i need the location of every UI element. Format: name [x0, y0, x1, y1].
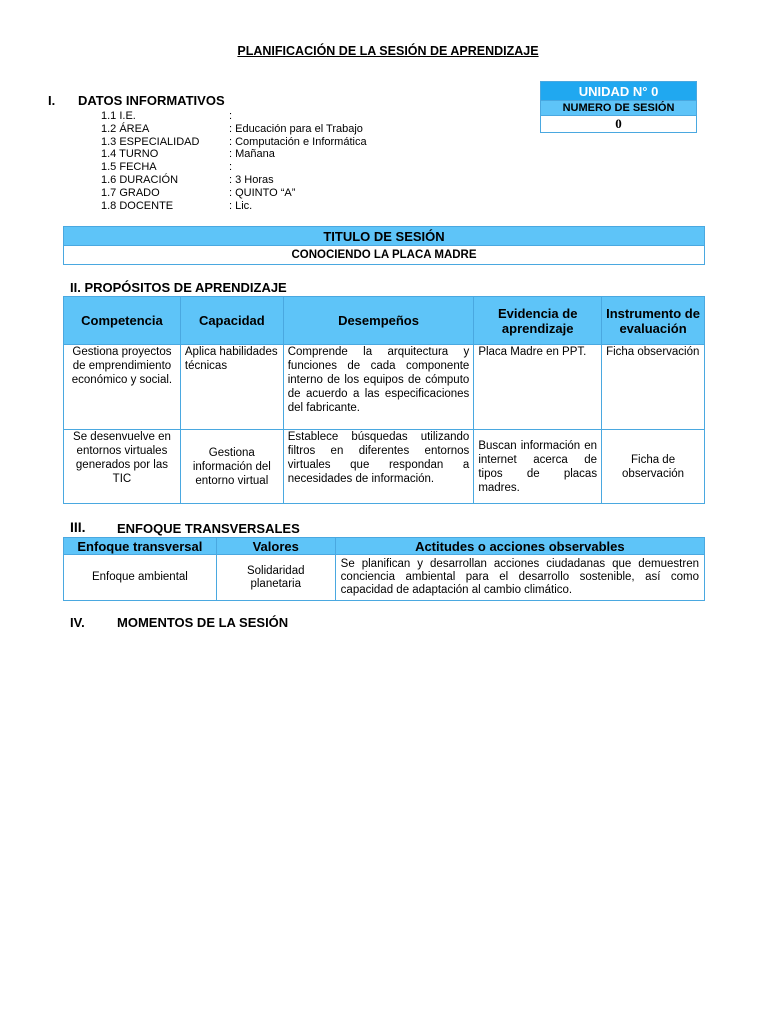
cell-evidencia: Buscan información en internet acerca de tipos de placas madres.: [474, 430, 602, 504]
section-1-heading: [48, 93, 225, 108]
cell-desempeno: Comprende la arquitectura y funciones de cada componente interno de los equipos de cómputo de acuerdo a las especificaciones del fabricante.: [283, 345, 474, 430]
section-1-title: DATOS INFORMATIVOS: [78, 93, 225, 108]
numero-sesion-label: NUMERO DE SESIÓN: [541, 101, 696, 116]
unidad-title: UNIDAD N° 0: [541, 82, 696, 101]
titulo-sesion-label: TITULO DE SESIÓN: [64, 227, 704, 246]
datos-informativos-list: [101, 110, 367, 212]
dato-key: 1.5 FECHA: [101, 161, 157, 174]
dato-row: [101, 148, 367, 161]
section-1-number: I.: [48, 93, 56, 108]
header-instrumento: Instrumento de evaluación: [602, 297, 705, 345]
cell-instrumento: Ficha de observación: [602, 430, 705, 504]
dato-value: :: [229, 161, 233, 174]
dato-key: 1.6 DURACIÓN: [101, 173, 179, 186]
dato-value: : Mañana: [229, 148, 275, 161]
cell-competencia: Gestiona proyectos de emprendimiento económico y social.: [64, 345, 181, 430]
dato-value: : Educación para el Trabajo: [229, 122, 363, 135]
dato-key: 1.4 TURNO: [101, 148, 159, 161]
header-enfoque: Enfoque transversal: [64, 538, 217, 555]
header-actitudes: Actitudes o acciones observables: [335, 538, 704, 555]
dato-key: 1.3 ESPECIALIDAD: [101, 135, 200, 148]
cell-actitudes: Se planifican y desarrollan acciones ciudadanas que demuestren conciencia ambiental para el desarrollo sostenible, así como capacidad de adaptación al cambio climático.: [335, 555, 704, 601]
cell-competencia: Se desenvuelve en entornos virtuales generados por las TIC: [64, 430, 181, 504]
cell-evidencia: Placa Madre en PPT.: [474, 345, 602, 430]
header-capacidad: Capacidad: [180, 297, 283, 345]
dato-key: 1.7 GRADO: [101, 186, 160, 199]
dato-row: [101, 174, 367, 187]
cell-valores: Solidaridad planetaria: [216, 555, 335, 601]
dato-value: : QUINTO “A”: [229, 186, 296, 199]
cell-instrumento: Ficha observación: [602, 345, 705, 430]
dato-row: [101, 110, 367, 123]
section-3-heading: [70, 519, 300, 536]
table-header-row: [64, 538, 705, 555]
dato-value: : Computación e Informática: [229, 135, 367, 148]
section-4-title: MOMENTOS DE LA SESIÓN: [117, 615, 289, 630]
dato-key: 1.8 DOCENTE: [101, 199, 174, 212]
table-row: [64, 555, 705, 601]
dato-value: : Lic.: [229, 199, 253, 212]
dato-row: [101, 136, 367, 149]
section-4-heading: [70, 615, 289, 630]
numero-sesion-value: 0: [615, 116, 622, 131]
section-2-heading: [70, 280, 287, 295]
header-evidencia: Evidencia de aprendizaje: [474, 297, 602, 345]
unidad-box: [540, 81, 697, 133]
propositos-table: [63, 296, 705, 504]
table-row: [64, 345, 705, 430]
dato-row: [101, 123, 367, 136]
dato-row: [101, 200, 367, 213]
dato-row: [101, 187, 367, 200]
cell-capacidad: Gestiona información del entorno virtual: [180, 430, 283, 504]
titulo-sesion-box: [63, 226, 705, 265]
header-competencia: Competencia: [64, 297, 181, 345]
titulo-sesion-value: CONOCIENDO LA PLACA MADRE: [291, 249, 477, 261]
section-2-number: II.: [70, 280, 81, 295]
section-2-title: PROPÓSITOS DE APRENDIZAJE: [84, 280, 287, 295]
dato-key: 1.2 ÁREA: [101, 122, 150, 135]
dato-value: :: [229, 110, 233, 122]
cell-desempeno: Establece búsquedas utilizando filtros en diferentes entornos virtuales que respondan a necesidades de información.: [283, 430, 474, 504]
dato-key: 1.1 I.E.: [101, 110, 136, 122]
section-4-number: IV.: [70, 615, 85, 630]
enfoque-table: [63, 537, 705, 601]
dato-value: : 3 Horas: [229, 173, 274, 186]
table-row: [64, 430, 705, 504]
cell-capacidad: Aplica habilidades técnicas: [180, 345, 283, 430]
document-title: PLANIFICACIÓN DE LA SESIÓN DE APRENDIZAJE: [237, 44, 539, 58]
section-3-number: III.: [70, 519, 86, 535]
header-valores: Valores: [216, 538, 335, 555]
table-header-row: [64, 297, 705, 345]
section-3-title: ENFOQUE TRANSVERSALES: [117, 521, 300, 536]
header-desempenos: Desempeños: [283, 297, 474, 345]
dato-row: [101, 161, 367, 174]
cell-enfoque: Enfoque ambiental: [64, 555, 217, 601]
